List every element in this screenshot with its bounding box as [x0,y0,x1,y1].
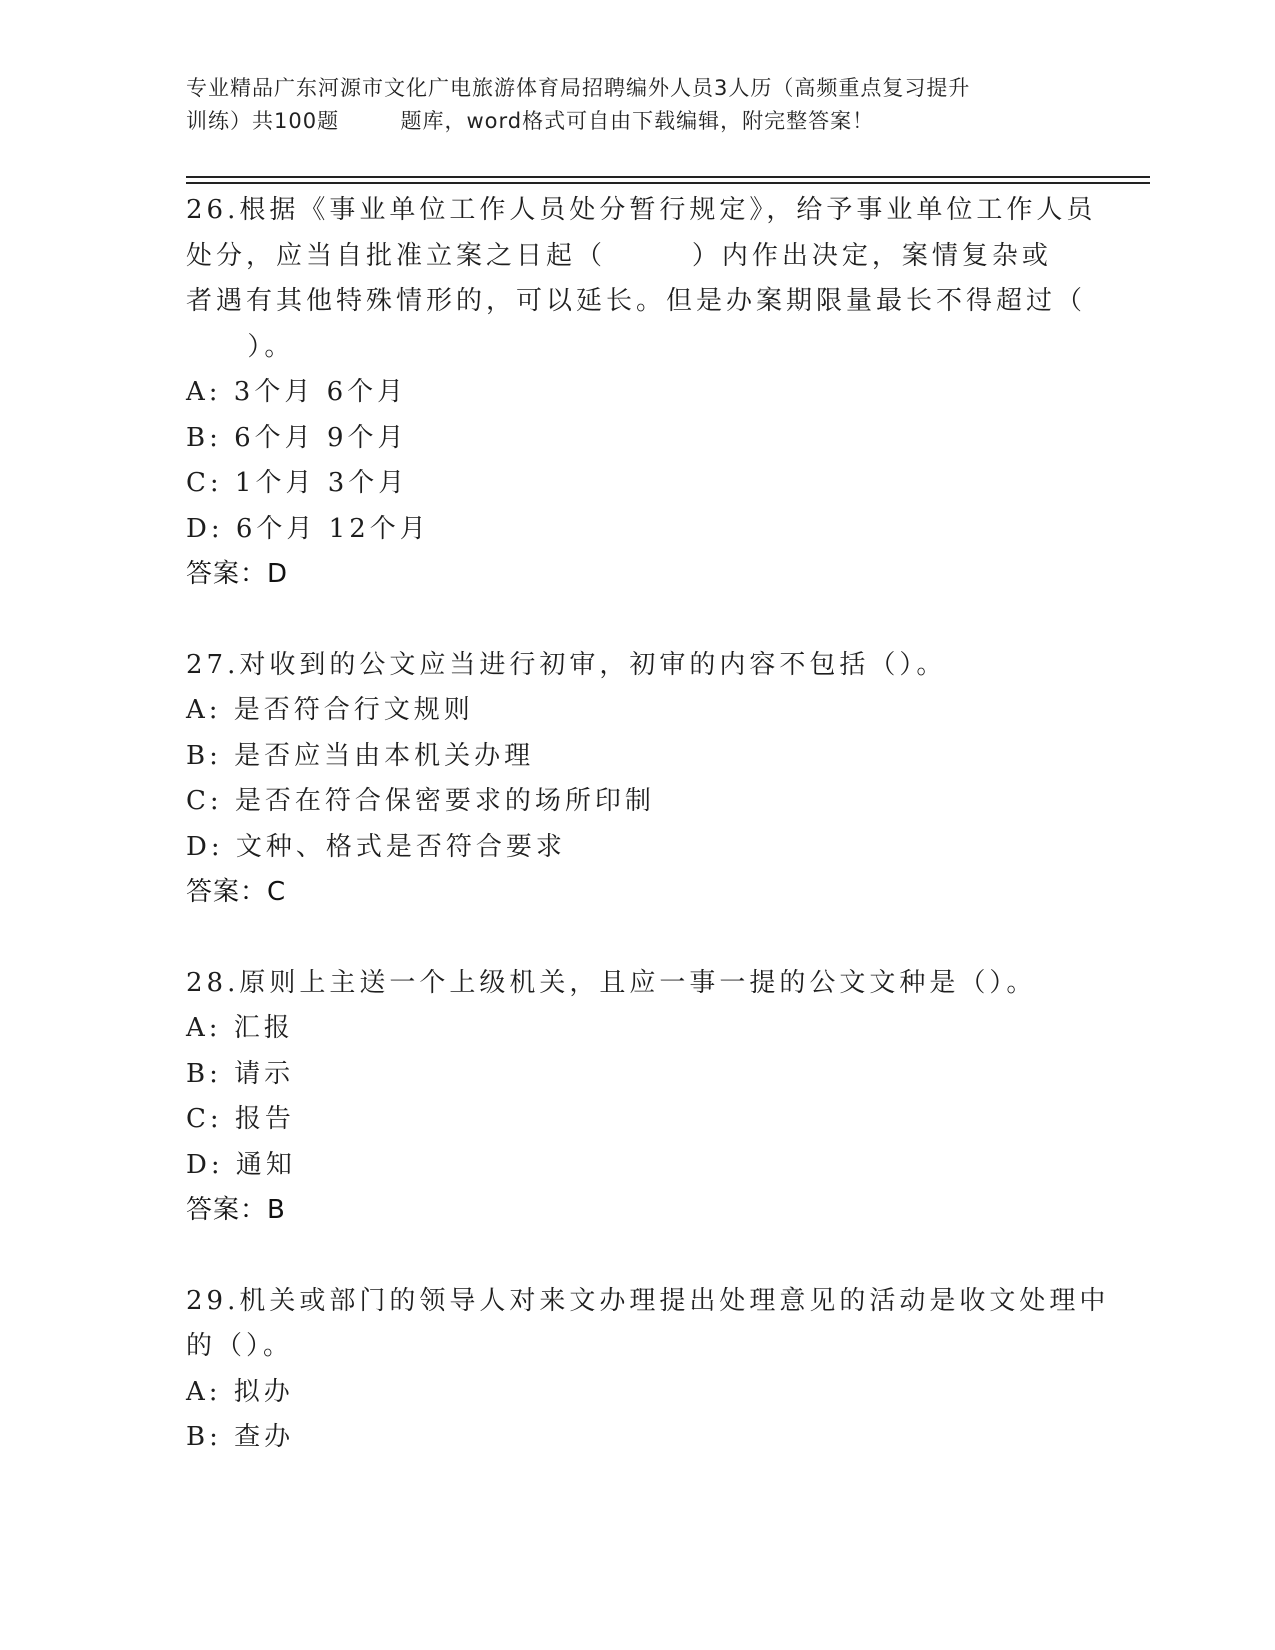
question-27-option-d: D: 文种、格式是否符合要求 [186,831,566,862]
header-rule-top [186,176,1150,178]
question-28-text-line-1: 28.原则上主送一个上级机关，且应一事一提的公文文种是（）。 [186,967,1037,998]
question-26-text-line-4: ）。 [186,331,295,362]
question-27-option-a: A: 是否符合行文规则 [186,695,474,725]
question-spacer [186,598,1086,643]
question-26-option-c: C: 1个月 3个月 [186,468,409,498]
document-header [186,72,1086,138]
question-29-option-b: B: 查办 [186,1422,295,1452]
question-28-option-c: C: 报告 [186,1104,295,1134]
question-26 [186,188,1097,598]
question-spacer [186,1234,1086,1279]
question-27-option-c: C: 是否在符合保密要求的场所印制 [186,786,655,816]
question-29-text-line-1: 29.机关或部门的领导人对来文办理提出处理意见的活动是收文处理中 [186,1285,1110,1316]
question-28 [186,961,1086,1234]
question-26-text-line-2: 处分，应当自批准立案之日起（ ）内作出决定，案情复杂或 [186,240,1052,271]
question-27-answer: 答案：C [186,877,287,907]
question-list [186,188,1110,1461]
question-spacer [186,916,1086,961]
header-rule-bottom [186,182,1150,184]
question-26-option-d: D: 6个月 12个月 [186,513,430,544]
question-28-option-d: D: 通知 [186,1149,296,1180]
question-28-option-a: A: 汇报 [186,1013,294,1043]
question-29-option-a: A: 拟办 [186,1376,294,1407]
question-29 [186,1279,1110,1461]
question-27 [186,643,1086,916]
question-27-option-b: B: 是否应当由本机关办理 [186,740,535,771]
question-29-text-line-2: 的（）。 [186,1331,294,1361]
question-28-answer: 答案：B [186,1195,286,1225]
question-26-option-a: A: 3个月 6个月 [186,377,408,407]
question-26-text-line-1: 26.根据《事业单位工作人员处分暂行规定》，给予事业单位工作人员 [186,195,1097,225]
question-26-text-line-3: 者遇有其他特殊情形的，可以延长。但是办案期限量最长不得超过（ [186,286,1087,316]
question-27-text-line-1: 27.对收到的公文应当进行初审，初审的内容不包括（）。 [186,649,947,680]
header-line-1: 专业精品广东河源市文化广电旅游体育局招聘编外人员3人历（高频重点复习提升 [186,76,971,100]
question-28-option-b: B: 请示 [186,1058,295,1089]
header-line-2: 训练）共100题 题库，word格式可自由下载编辑，附完整答案！ [186,109,875,133]
question-26-option-b: B: 6个月 9个月 [186,422,408,453]
question-26-answer: 答案：D [186,559,289,589]
